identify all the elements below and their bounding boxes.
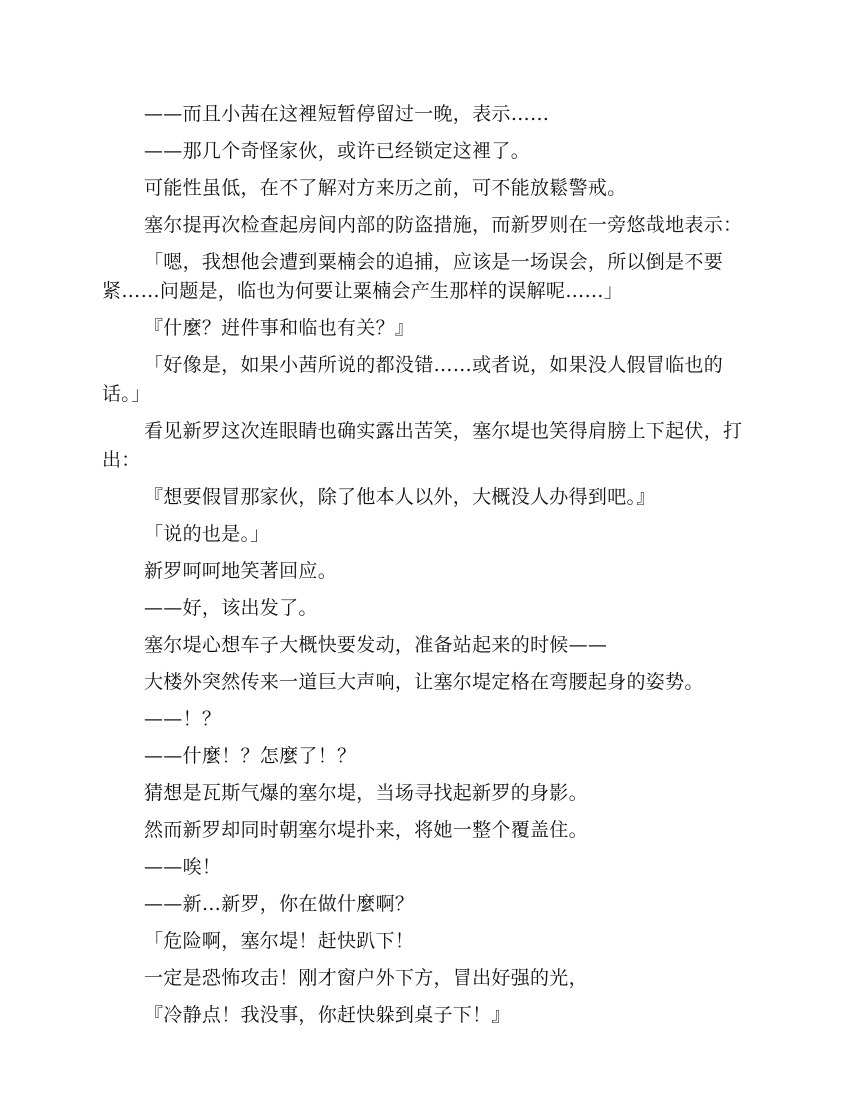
paragraph: 塞尔提再次检查起房间内部的防盗措施，而新罗则在一旁悠哉地表示： [144, 214, 743, 236]
paragraph: 大楼外突然传来一道巨大声响，让塞尔堤定格在弯腰起身的姿势。 [144, 671, 704, 693]
paragraph: 『想要假冒那家伙，除了他本人以外，大概没人办得到吧。』 [144, 486, 656, 508]
paragraph: ——什麼！？怎麼了！？ [144, 745, 357, 767]
paragraph: 可能性虽低，在不了解对方来历之前，可不能放鬆警戒。 [144, 177, 627, 199]
paragraph: 新罗呵呵地笑著回应。 [144, 560, 338, 582]
paragraph: 『什麼？逬件事和临也有关？』 [144, 317, 415, 339]
paragraph: ——新…新罗，你在做什麼啊？ [144, 893, 415, 915]
paragraph: 「好像是，如果小茜所说的都没错……或者说，如果没人假冒临也的话。」 [102, 354, 724, 405]
paragraph: 『冷静点！我没事，你赶快躲到桌子下！』 [144, 1004, 511, 1026]
paragraph: 然而新罗却同时朝塞尔堤扑来，将她一整个覆盖住。 [144, 819, 588, 841]
paragraph: 「危险啊，塞尔堤！赶快趴下！ [144, 930, 415, 952]
paragraph: 猜想是瓦斯气爆的塞尔堤，当场寻找起新罗的身影。 [144, 782, 588, 804]
paragraph: 一定是恐怖攻击！刚才窗户外下方，冒出好强的光， [144, 967, 588, 989]
paragraph: 看见新罗这次连眼睛也确实露出苦笑，塞尔堤也笑得肩膀上下起伏，打出： [102, 420, 743, 471]
paragraph: ——唉！ [144, 856, 222, 878]
paragraph: ——好，该出发了。 [144, 597, 318, 619]
paragraph: ——！？ [144, 708, 222, 730]
paragraph: 「说的也是。」 [144, 523, 270, 545]
paragraph: 「嗯，我想他会遭到粟楠会的追捕，应该是一场误会，所以倒是不要紧……问题是，临也为何要让粟楠会产生那样的误解呢……」 [102, 251, 724, 302]
paragraph: 塞尔堤心想车子大概快要发动，准备站起来的时候—— [144, 634, 608, 656]
novel-text-body [102, 100, 750, 1038]
paragraph: ——那几个奇怪家伙，或许已经锁定这裡了。 [144, 140, 531, 162]
paragraph: ——而且小茜在这裡短暂停留过一晚，表示…… [144, 103, 550, 125]
